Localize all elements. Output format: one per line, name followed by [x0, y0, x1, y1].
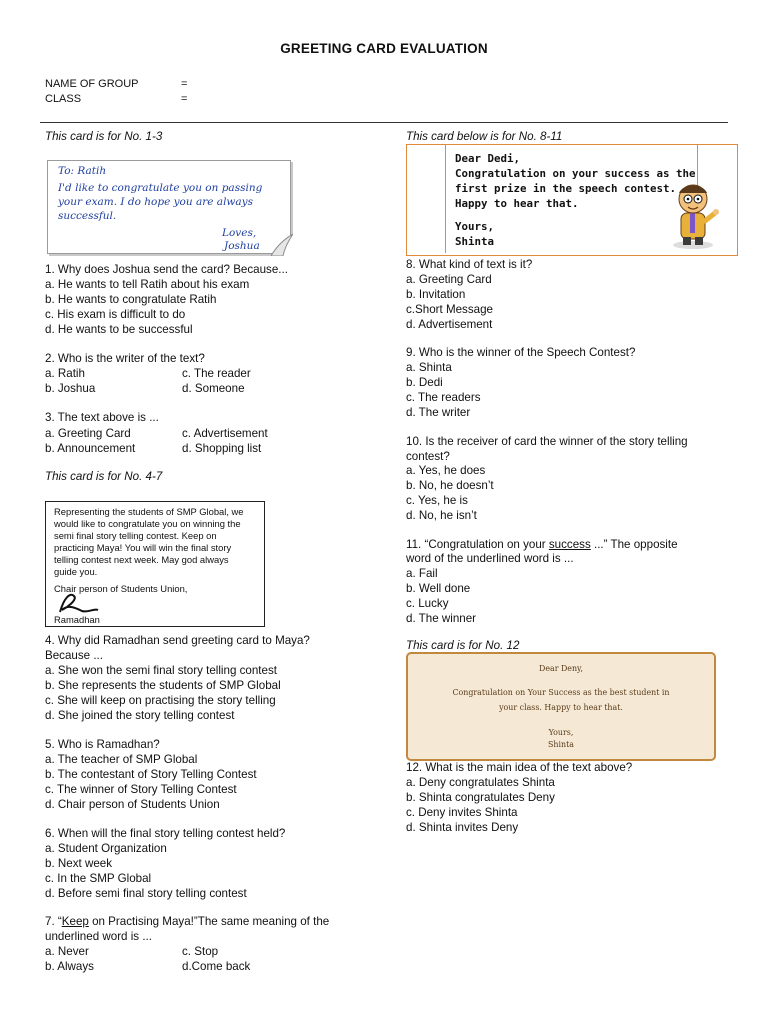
card-line: Congratulation on Your Success as the best student in [452, 688, 670, 697]
question-stem: 9. Who is the winner of the Speech Contest? [406, 346, 636, 359]
option: c.Short Message [406, 303, 493, 316]
option: d. Shinta invites Deny [406, 821, 519, 834]
cartoon-man-icon [669, 179, 727, 253]
stem-text: 7. “ [45, 915, 62, 928]
option: c. Deny invites Shinta [406, 806, 518, 819]
group-equals: = [181, 78, 188, 90]
question-stem: word of the underlined word is ... [406, 552, 574, 565]
card-margin-left [445, 145, 446, 253]
class-equals: = [181, 93, 188, 105]
option: b. No, he doesn’t [406, 479, 494, 492]
option: d. The winner [406, 612, 477, 625]
question-stem [406, 537, 678, 552]
card-closing: Yours, [548, 728, 574, 737]
card-signer: Shinta [455, 235, 495, 248]
option: b. Invitation [406, 288, 466, 301]
caption-card-1: This card is for No. 1-3 [45, 130, 163, 143]
card-signer: Ramadhan [54, 614, 100, 625]
card-line: Representing the students of SMP Global, we [54, 506, 244, 517]
option: b. Shinta congratulates Deny [406, 791, 555, 804]
option: a. The teacher of SMP Global [45, 753, 198, 766]
option: a. Ratih [45, 367, 85, 380]
stem-text: on Practising Maya!”The same meaning of the [88, 915, 330, 928]
question-stem: underlined word is ... [45, 930, 152, 943]
page-curl-icon [271, 234, 293, 256]
option: b. Next week [45, 857, 113, 870]
underlined-word: success [548, 538, 591, 551]
card-note [47, 160, 291, 254]
greeting-card-2 [45, 501, 265, 627]
card-line: first prize in the speech contest. [455, 182, 677, 195]
option: b. Always [45, 960, 94, 973]
greeting-card-1 [45, 160, 293, 256]
caption-card-2: This card is for No. 4-7 [45, 470, 163, 483]
divider [40, 122, 728, 123]
option: b. Well done [406, 582, 471, 595]
option: b. She represents the students of SMP Global [45, 679, 281, 692]
option: a. Never [45, 945, 89, 958]
option: c. Stop [182, 945, 219, 958]
option: d.Come back [182, 960, 251, 973]
underlined-word: Keep [61, 915, 89, 928]
caption-card-4: This card is for No. 12 [406, 639, 520, 652]
option: c. In the SMP Global [45, 872, 152, 885]
option: b. He wants to congratulate Ratih [45, 293, 217, 306]
option: c. Yes, he is [406, 494, 468, 507]
option: a. Fail [406, 567, 438, 580]
option: c. Advertisement [182, 427, 268, 440]
option: d. He wants to be successful [45, 323, 193, 336]
card-line: I'd like to congratulate you on passing [58, 182, 263, 194]
option: d. Shopping list [182, 442, 262, 455]
card-line: would like to congratulate you on winning the [54, 518, 241, 529]
option: a. Yes, he does [406, 464, 486, 477]
card-line: telling contest next week. May god always [54, 554, 229, 565]
option: c. The readers [406, 391, 481, 404]
option: b. Dedi [406, 376, 443, 389]
class-label: CLASS [45, 93, 82, 105]
option: b. Joshua [45, 382, 96, 395]
question-stem: 2. Who is the writer of the text? [45, 352, 205, 365]
card-to: To: Ratih [58, 165, 107, 177]
option: a. Shinta [406, 361, 452, 374]
option: d. Someone [182, 382, 245, 395]
card-line: practicing Maya! You will win the final story [54, 542, 232, 553]
card-chair: Chair person of Students Union, [54, 583, 188, 594]
card-line: your class. Happy to hear that. [499, 703, 623, 712]
question-stem: contest? [406, 450, 450, 463]
card-signer: Joshua [224, 240, 260, 252]
option: b. The contestant of Story Telling Contest [45, 768, 257, 781]
question-stem: 1. Why does Joshua send the card? Because... [45, 263, 288, 276]
option: a. He wants to tell Ratih about his exam [45, 278, 250, 291]
option: d. Before semi final story telling contest [45, 887, 247, 900]
option: c. She will keep on practising the story telling [45, 694, 276, 707]
option: b. Announcement [45, 442, 136, 455]
card-line: guide you. [54, 566, 98, 577]
card-signer: Shinta [548, 740, 574, 749]
option: d. She joined the story telling contest [45, 709, 235, 722]
card-line: successful. [58, 210, 117, 222]
question-stem: 12. What is the main idea of the text above? [406, 761, 633, 774]
caption-card-3: This card below is for No. 8-11 [406, 130, 563, 143]
card-closing: Loves, [222, 227, 257, 239]
card-greeting: Dear Deny, [539, 664, 583, 673]
card-line: Congratulation on your success as the [455, 167, 696, 180]
card-closing: Yours, [455, 220, 495, 233]
greeting-card-4 [406, 652, 716, 761]
option: d. Advertisement [406, 318, 493, 331]
question-stem: 6. When will the final story telling contest held? [45, 827, 286, 840]
option: a. Greeting Card [45, 427, 131, 440]
question-stem: 3. The text above is ... [45, 411, 159, 424]
card-line: your exam. I do hope you are always [58, 196, 253, 208]
group-label: NAME OF GROUP [45, 78, 139, 90]
option: c. His exam is difficult to do [45, 308, 186, 321]
greeting-card-3 [406, 144, 738, 256]
option: c. The reader [182, 367, 251, 380]
question-stem [45, 914, 329, 929]
option: a. Greeting Card [406, 273, 492, 286]
option: a. Student Organization [45, 842, 167, 855]
card-line: Dear Dedi, [455, 152, 521, 165]
option: d. The writer [406, 406, 471, 419]
card-line: semi final story telling contest. Keep on [54, 530, 217, 541]
option: d. Chair person of Students Union [45, 798, 220, 811]
question-stem: 5. Who is Ramadhan? [45, 738, 160, 751]
option: a. She won the semi final story telling contest [45, 664, 277, 677]
question-stem: Because ... [45, 649, 104, 662]
stem-text: ...” The opposite [590, 538, 678, 551]
question-stem: 4. Why did Ramadhan send greeting card to Maya? [45, 634, 310, 647]
signature-icon [54, 590, 114, 616]
card-line: Happy to hear that. [455, 197, 579, 210]
stem-text: 11. “Congratulation on your [406, 538, 549, 551]
page-title: GREETING CARD EVALUATION [280, 41, 488, 56]
option: a. Deny congratulates Shinta [406, 776, 555, 789]
question-stem: 10. Is the receiver of card the winner of the story telling [406, 435, 688, 448]
option: d. No, he isn’t [406, 509, 477, 522]
question-stem: 8. What kind of text is it? [406, 258, 533, 271]
option: c. The winner of Story Telling Contest [45, 783, 237, 796]
option: c. Lucky [406, 597, 449, 610]
